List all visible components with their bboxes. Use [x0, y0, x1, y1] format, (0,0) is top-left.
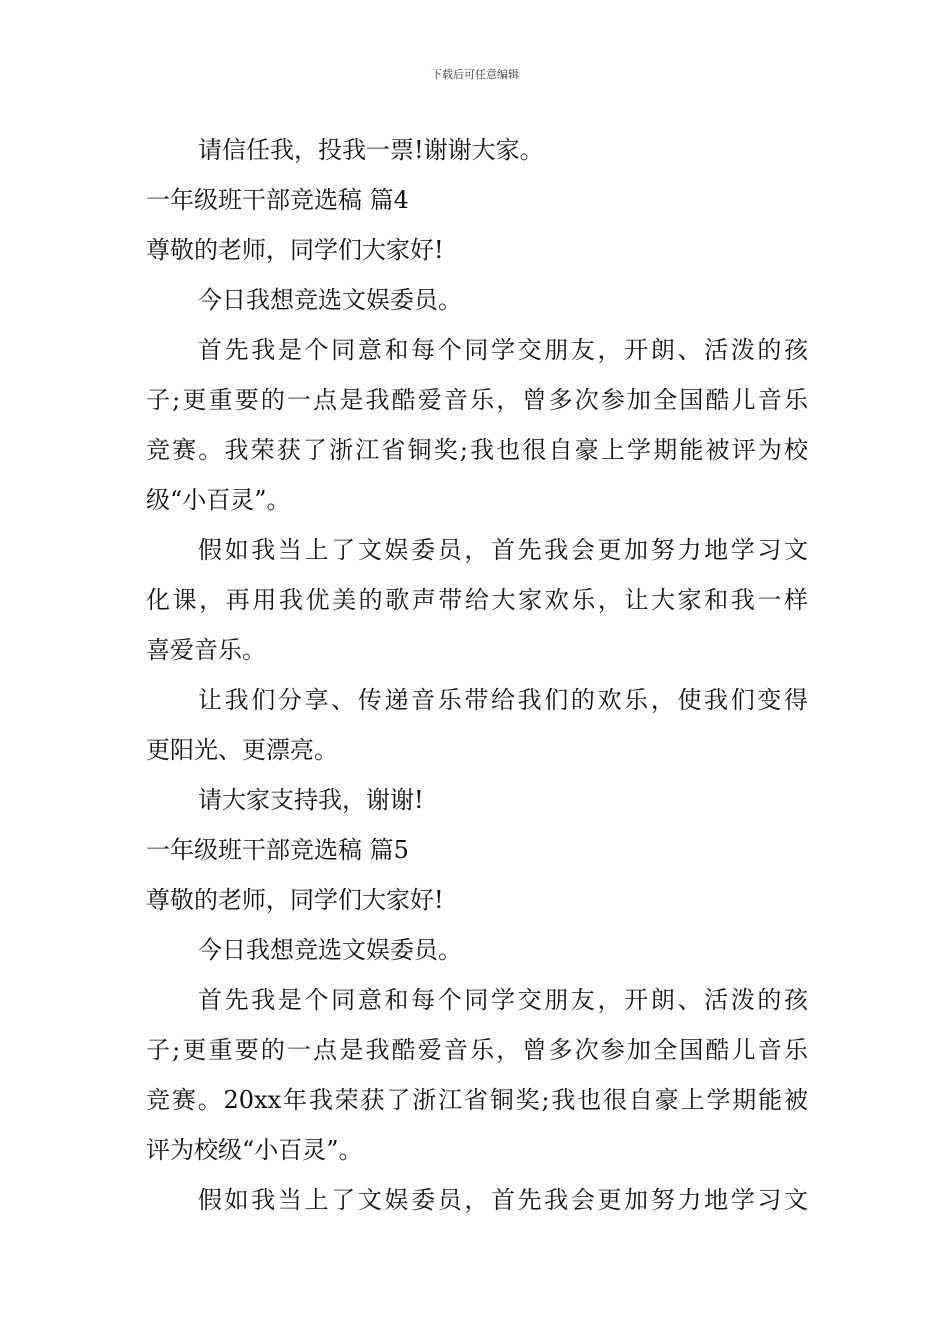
text-line: 一年级班干部竞选稿 篇4: [146, 186, 409, 214]
text-line: 竞赛。我荣获了浙江省铜奖;我也很自豪上学期能被评为校: [146, 436, 808, 464]
text-line: 假如我当上了文娱委员，首先我会更加努力地学习文: [198, 1186, 808, 1214]
text-line: 尊敬的老师，同学们大家好!: [146, 886, 444, 914]
text-line: 竞赛。20xx年我荣获了浙江省铜奖;我也很自豪上学期能被: [146, 1086, 808, 1114]
text-line: 子;更重要的一点是我酷爱音乐，曾多次参加全国酷儿音乐: [146, 1036, 808, 1064]
page-header-note: 下载后可任意编辑: [431, 68, 519, 81]
text-line: 首先我是个同意和每个同学交朋友，开朗、活泼的孩: [198, 336, 808, 364]
text-line: 让我们分享、传递音乐带给我们的欢乐，使我们变得: [198, 686, 808, 714]
text-line: 子;更重要的一点是我酷爱音乐，曾多次参加全国酷儿音乐: [146, 386, 808, 414]
document-body: [146, 125, 808, 1225]
text-line: 评为校级“小百灵”。: [146, 1136, 363, 1164]
text-line: 更阳光、更漂亮。: [146, 736, 338, 764]
text-line: 级“小百灵”。: [146, 486, 291, 514]
text-line: 首先我是个同意和每个同学交朋友，开朗、活泼的孩: [198, 986, 808, 1014]
text-line: 今日我想竞选文娱委员。: [198, 286, 462, 314]
text-line: 今日我想竞选文娱委员。: [198, 936, 462, 964]
text-line: 尊敬的老师，同学们大家好!: [146, 236, 444, 264]
text-line: 请信任我，投我一票!谢谢大家。: [198, 136, 544, 164]
text-line: 一年级班干部竞选稿 篇5: [146, 836, 409, 864]
text-line: 喜爱音乐。: [146, 636, 266, 664]
text-line: 化课，再用我优美的歌声带给大家欢乐，让大家和我一样: [146, 586, 808, 614]
text-line: 假如我当上了文娱委员，首先我会更加努力地学习文: [198, 536, 808, 564]
text-line: 请大家支持我，谢谢!: [198, 786, 424, 814]
